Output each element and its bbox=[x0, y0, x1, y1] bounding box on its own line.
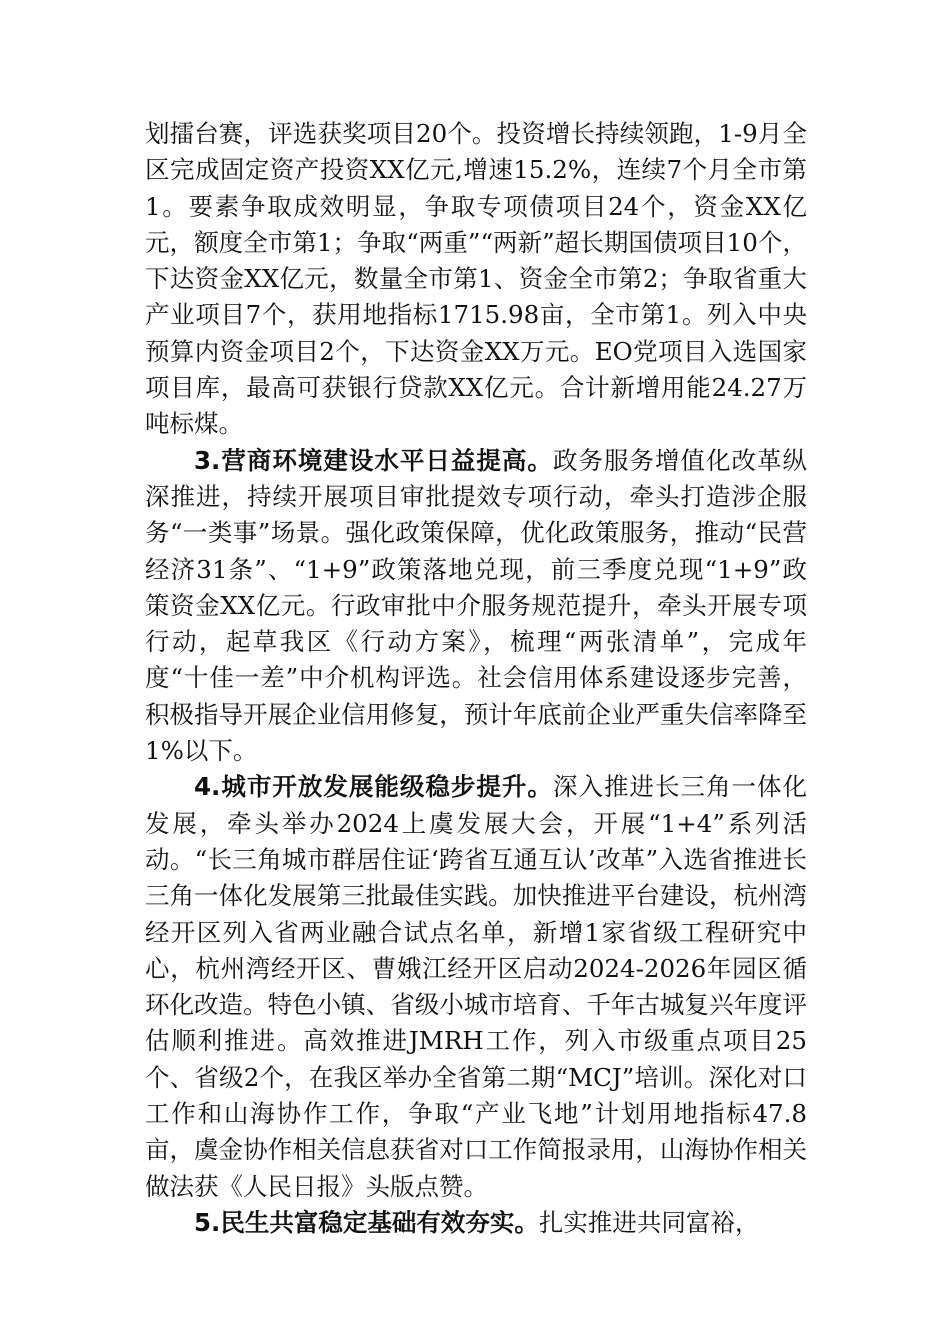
paragraph-body: 划擂台赛，评选获奖项目20个。投资增长持续领跑，1-9月全区完成固定资产投资XX亿元,增速15.2%，连续7个月全市第1。要素争取成效明显，争取专项债项目24个，资金XX亿元，额度全市第1；争取“两重”“两新”超长期国债项目10个，下达资金XX亿元，数量全市第1、资金全市第2；争取省重大产业项目7个，获用地指标1715.98亩，全市第1。列入中央预算内资金项目2个，下达资金XX万元。EO党项目入选国家项目库，最高可获银行贷款XX亿元。合计新增用能24.27万吨标煤。 bbox=[145, 119, 807, 439]
paragraph-business-environment bbox=[145, 443, 807, 770]
paragraph-heading: 3.营商环境建设水平日益提高。 bbox=[194, 445, 553, 475]
paragraph-heading: 5.民生共富稳定基础有效夯实。 bbox=[194, 1207, 539, 1237]
document-body bbox=[145, 116, 807, 1241]
paragraph-body: 深入推进长三角一体化发展，牵头举办2024上虞发展大会，开展“1+4”系列活动。“长三角城市群居住证‘跨省互通互认’改革”入选省推进长三角一体化发展第三批最佳实践。加快推进平台建设，杭州湾经开区列入省两业融合试点名单，新增1家省级工程研究中心，杭州湾经开区、曹娥江经开区启动2024-2026年园区循环化改造。特色小镇、省级小城市培育、千年古城复兴年度评估顺利推进。高效推进JMRH工作，列入市级重点项目25个、省级2个，在我区举办全省第二期“MCJ”培训。深化对口工作和山海协作工作，争取“产业飞地”计划用地指标47.8亩，虞金协作相关信息获省对口工作简报录用，山海协作相关做法获《人民日报》头版点赞。 bbox=[145, 772, 808, 1201]
paragraph-body: 扎实推进共同富裕， bbox=[538, 1207, 760, 1237]
paragraph-open-development bbox=[145, 769, 807, 1205]
paragraph-heading: 4.城市开放发展能级稳步提升。 bbox=[194, 772, 553, 802]
paragraph-body: 政务服务增值化改革纵深推进，持续开展项目审批提效专项行动，牵头打造涉企服务“一类事”场景。强化政策保障，优化政策服务，推动“民营经济31条”、“1+9”政策落地兑现，前三季度兑现“1+9”政策资金XX亿元。行政审批中介服务规范提升，牵头开展专项行动，起草我区《行动方案》，梳理“两张清单”，完成年度“十佳一差”中介机构评选。社会信用体系建设逐步完善，积极指导开展企业信用修复，预计年底前企业严重失信率降至1%以下。 bbox=[145, 445, 808, 766]
paragraph-investment bbox=[145, 116, 807, 443]
paragraph-common-prosperity bbox=[145, 1205, 807, 1241]
